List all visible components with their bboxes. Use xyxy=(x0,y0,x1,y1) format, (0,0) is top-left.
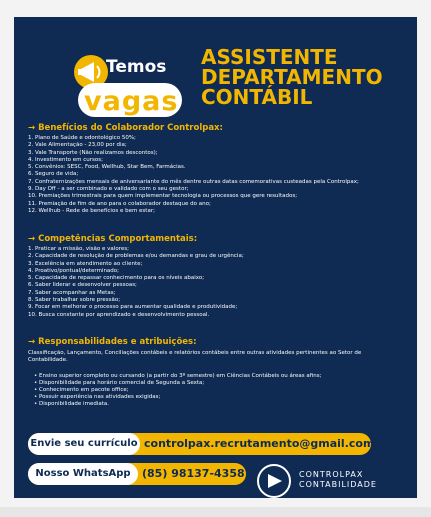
list-item: 3. Vale Transporte (Não realizamos descontos); xyxy=(28,149,158,156)
controlpax-brand xyxy=(257,464,417,498)
list-item: • Disponibilidade para horário comercial de Segunda a Sexta; xyxy=(34,380,364,387)
list-item: 10. Premiações trimestrais para quem implementar tecnologia ou processos que gere resultados; xyxy=(28,193,298,200)
list-item: 1. Praticar a missão, visão e valores; xyxy=(28,246,129,252)
list-item: 7. Confraternizações mensais de aniversariante do mês dentre outras datas comemorativas custeadas pela Controlpax; xyxy=(28,178,359,185)
controlpax-logo-icon xyxy=(257,464,291,498)
list-item: • Disponibilidade imediata. xyxy=(34,401,364,408)
list-item: 2. Vale Alimentação - 23,00 por dia; xyxy=(28,142,127,149)
list-item: 1. Plano de Saúde e odontológico 50%; xyxy=(28,135,136,141)
list-item: • Possuir experiência nas atividades exigidas; xyxy=(34,394,364,401)
job-title-line2: DEPARTAMENTO xyxy=(201,65,383,89)
list-item: 12. Wellhub - Rede de benefícios e bem estar; xyxy=(28,207,155,214)
competencies-heading: → Competências Comportamentais: xyxy=(28,234,198,244)
list-item: 3. Excelência em atendimento ao cliente; xyxy=(28,260,143,267)
list-item: 5. Capacidade de repassar conhecimento para os níveis abaixo; xyxy=(28,275,205,282)
list-item: 10. Busca constante por aprendizado e desenvolvimento pessoal. xyxy=(28,311,210,318)
vagas-text: vagas xyxy=(84,86,179,117)
email-cta-label: Envie seu currículo xyxy=(30,438,138,449)
requirements-list xyxy=(34,373,364,408)
list-item: 11. Premiação de fim de ano para o colaborador destaque do ano; xyxy=(28,200,211,207)
job-title xyxy=(201,47,401,107)
play-arrow-icon xyxy=(259,466,289,496)
list-item: 6. Saber liderar e desenvolver pessoas; xyxy=(28,282,137,289)
list-item: 9. Day Off - a ser combinado e validado com o seu gestor; xyxy=(28,186,189,193)
phone-link[interactable]: (85) 98137-4358 xyxy=(142,467,245,480)
list-item: 4. Investimento em cursos; xyxy=(28,156,103,163)
brand-line1: CONTROLPAX xyxy=(299,470,364,479)
responsibilities-description: Classificação, Lançamento, Conciliações contábeis e relatórios contábeis entre outras atividades pertinentes ao Setor de Contabilidade. xyxy=(28,350,362,363)
brand-name xyxy=(299,470,377,490)
whatsapp-cta-label: Nosso WhatsApp xyxy=(35,468,131,479)
list-item: • Ensino superior completo ou cursando (a partir do 3º semestre) em Ciências Contábeis ou áreas afins; xyxy=(34,373,364,380)
email-link[interactable]: controlpax.recrutamento@gmail.com xyxy=(144,437,375,450)
responsibilities-heading: → Responsabilidades e atribuições: xyxy=(28,337,197,347)
list-item: 7. Saber acompanhar as Metas; xyxy=(28,289,116,296)
list-item: 6. Seguro de vida; xyxy=(28,171,79,178)
temos-vagas-logo xyxy=(72,51,192,123)
job-title-line1: ASSISTENTE xyxy=(201,45,338,69)
list-item: 8. Saber trabalhar sobre pressão; xyxy=(28,297,121,304)
competencies-list xyxy=(28,246,412,319)
list-item: 4. Proativo/pontual/determinado; xyxy=(28,267,120,274)
list-item: 5. Convênios: SESC, Food, Wellhub, Star Bem, Farmácias. xyxy=(28,164,186,171)
list-item: • Conhecimento em pacote office; xyxy=(34,387,364,394)
benefits-list xyxy=(28,135,412,215)
benefits-heading: → Benefícios do Colaborador Controlpax: xyxy=(28,123,223,133)
bottom-strip xyxy=(0,507,431,517)
list-item: 2. Capacidade de resolução de problemas e/ou demandas e grau de urgência; xyxy=(28,253,244,260)
list-item: 9. Focar em melhorar o processo para aumentar qualidade e produtividade; xyxy=(28,304,238,311)
brand-line2: CONTABILIDADE xyxy=(299,480,377,489)
job-poster xyxy=(14,17,417,498)
job-title-line3: CONTÁBIL xyxy=(201,85,313,109)
temos-text: Temos xyxy=(106,57,167,77)
